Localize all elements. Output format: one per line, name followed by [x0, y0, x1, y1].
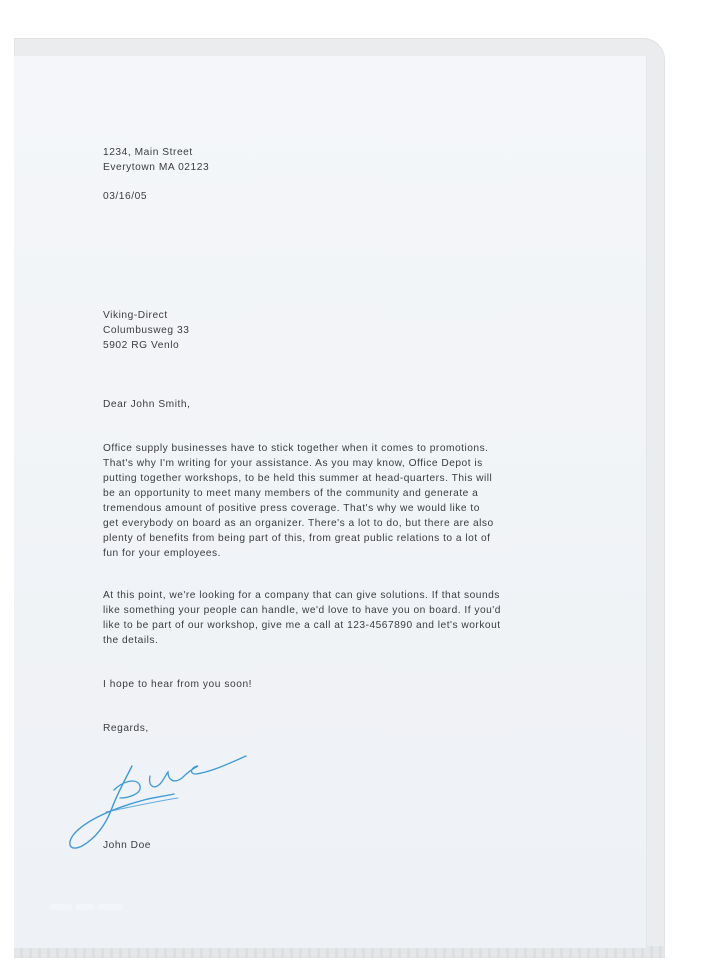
recipient-company: Viking-Direct — [103, 310, 168, 321]
signer-name: John Doe — [103, 840, 152, 851]
paragraph-line: like something your people can handle, we'd love to have you on board. If you'd — [103, 605, 501, 616]
salutation: Dear John Smith, — [103, 399, 191, 410]
paragraph-line: like to be part of our workshop, give me a call at 123-4567890 and let's workout — [103, 620, 501, 631]
faint-watermark-icon — [50, 900, 130, 914]
paragraph-line: fun for your employees. — [103, 548, 221, 559]
letter-date: 03/16/05 — [103, 191, 148, 202]
handwritten-signature-icon — [66, 750, 256, 854]
paragraph-line: get everybody on board as an organizer. There's a lot to do, but there are also — [103, 518, 494, 529]
paragraph-line: At this point, we're looking for a company that can give solutions. If that sounds — [103, 590, 500, 601]
sender-street: 1234, Main Street — [103, 147, 193, 158]
body-paragraph-1 — [103, 441, 583, 561]
closing-line: I hope to hear from you soon! — [103, 679, 253, 690]
paragraph-line: the details. — [103, 635, 159, 646]
valediction: Regards, — [103, 723, 149, 734]
paragraph-line: tremendous amount of positive press coverage. That's why we would like to — [103, 503, 480, 514]
recipient-street: Columbusweg 33 — [103, 325, 190, 336]
sender-city-line: Everytown MA 02123 — [103, 162, 210, 173]
paragraph-line: That's why I'm writing for your assistance. As you may know, Office Depot is — [103, 458, 483, 469]
paragraph-line: putting together workshops, to be held this summer at head-quarters. This will — [103, 473, 493, 484]
body-paragraph-2 — [103, 588, 583, 648]
paragraph-line: Office supply businesses have to stick together when it comes to promotions. — [103, 443, 489, 454]
paragraph-line: plenty of benefits from being part of this, from great public relations to a lot of — [103, 533, 491, 544]
recipient-city-line: 5902 RG Venlo — [103, 340, 180, 351]
paragraph-line: be an opportunity to meet many members of the community and generate a — [103, 488, 479, 499]
